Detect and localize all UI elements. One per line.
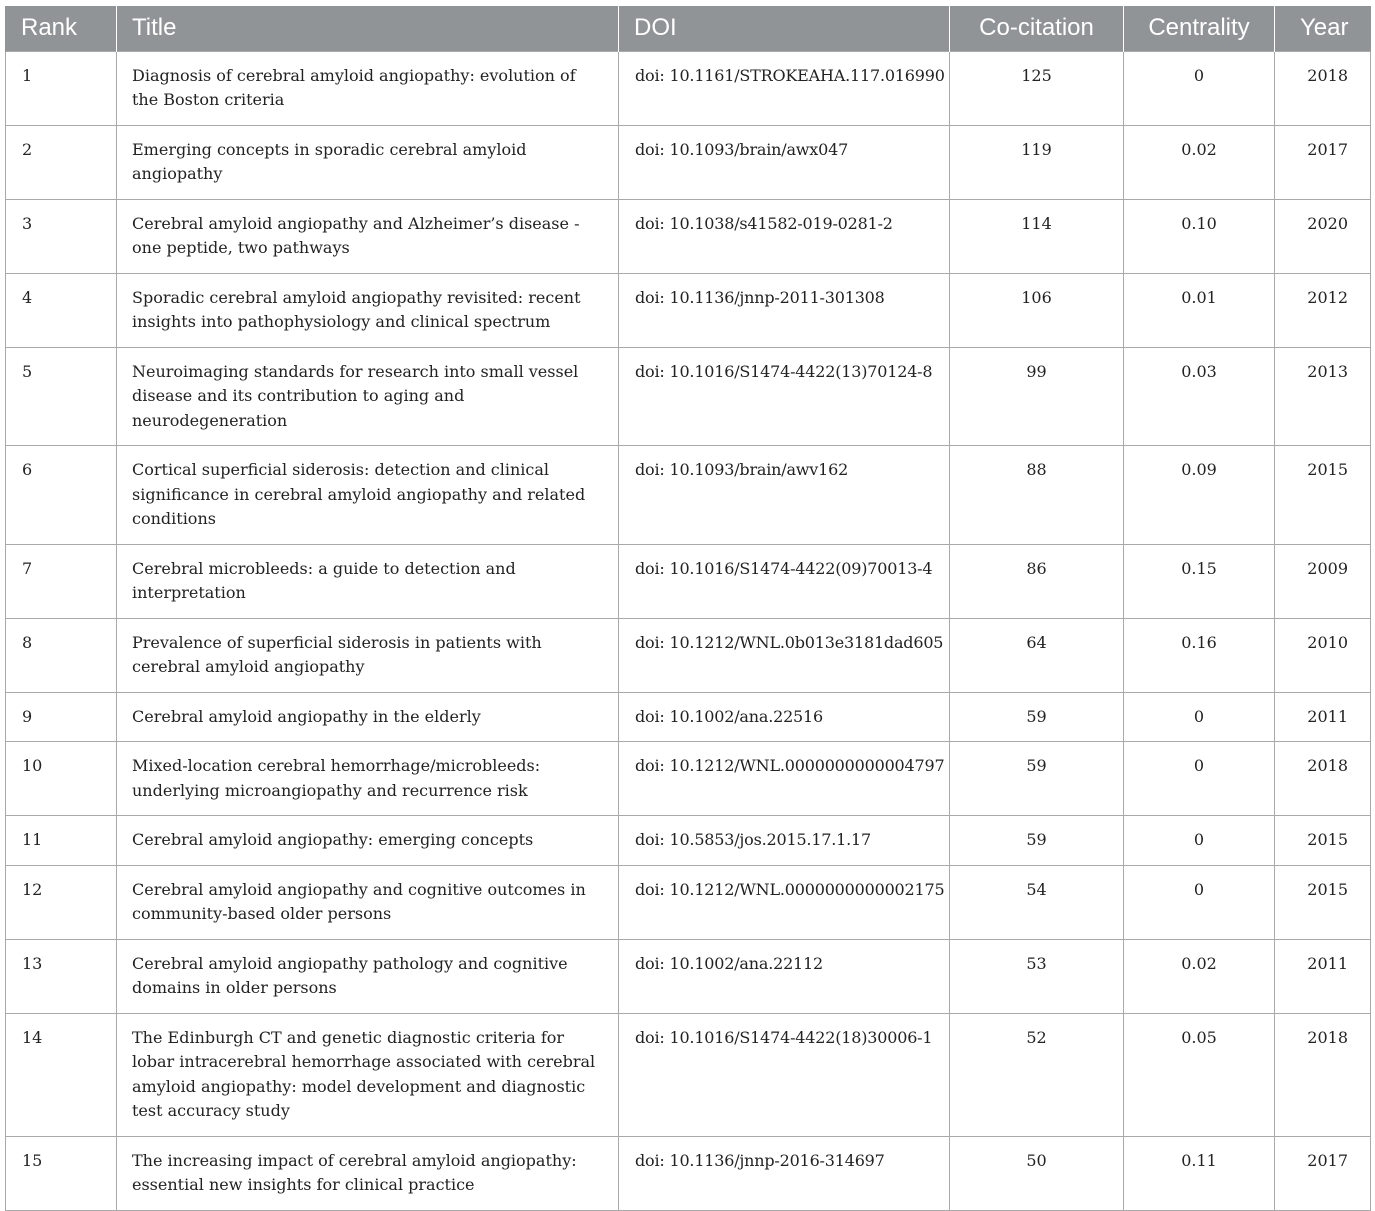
cell-year: 2020 xyxy=(1275,199,1371,273)
cell-year: 2018 xyxy=(1275,51,1371,125)
co-citation-table xyxy=(5,6,1371,1211)
cell-doi: doi: 10.1002/ana.22516 xyxy=(619,692,950,742)
cell-centrality: 0.03 xyxy=(1124,347,1275,446)
cell-year: 2010 xyxy=(1275,618,1371,692)
cell-year: 2017 xyxy=(1275,125,1371,199)
cell-rank: 8 xyxy=(6,618,117,692)
cell-year: 2013 xyxy=(1275,347,1371,446)
header-title: Title xyxy=(117,6,619,51)
cell-centrality: 0 xyxy=(1124,865,1275,939)
cell-year: 2015 xyxy=(1275,816,1371,866)
cell-centrality: 0 xyxy=(1124,692,1275,742)
cell-year: 2015 xyxy=(1275,446,1371,545)
cell-co-citation: 99 xyxy=(950,347,1124,446)
cell-rank: 3 xyxy=(6,199,117,273)
table-row xyxy=(6,1136,1371,1210)
cell-centrality: 0 xyxy=(1124,51,1275,125)
cell-doi: doi: 10.1212/WNL.0000000000002175 xyxy=(619,865,950,939)
cell-doi: doi: 10.1038/s41582-019-0281-2 xyxy=(619,199,950,273)
cell-doi: doi: 10.1136/jnnp-2016-314697 xyxy=(619,1136,950,1210)
cell-rank: 11 xyxy=(6,816,117,866)
cell-centrality: 0.02 xyxy=(1124,125,1275,199)
cell-co-citation: 106 xyxy=(950,273,1124,347)
cell-title: Cerebral microbleeds: a guide to detection and interpretation xyxy=(117,544,619,618)
cell-centrality: 0.15 xyxy=(1124,544,1275,618)
cell-title: Cerebral amyloid angiopathy and cognitive outcomes in community-based older persons xyxy=(117,865,619,939)
cell-doi: doi: 10.1161/STROKEAHA.117.016990 xyxy=(619,51,950,125)
cell-rank: 10 xyxy=(6,742,117,816)
cell-centrality: 0 xyxy=(1124,742,1275,816)
cell-rank: 15 xyxy=(6,1136,117,1210)
cell-co-citation: 86 xyxy=(950,544,1124,618)
cell-year: 2011 xyxy=(1275,939,1371,1013)
table-row xyxy=(6,939,1371,1013)
cell-rank: 13 xyxy=(6,939,117,1013)
cell-title: Cerebral amyloid angiopathy in the elderly xyxy=(117,692,619,742)
cell-co-citation: 64 xyxy=(950,618,1124,692)
cell-title: Cortical superficial siderosis: detection and clinical significance in cerebral amyloid angiopathy and related conditions xyxy=(117,446,619,545)
table-row xyxy=(6,816,1371,866)
cell-rank: 14 xyxy=(6,1013,117,1136)
cell-doi: doi: 10.1136/jnnp-2011-301308 xyxy=(619,273,950,347)
cell-co-citation: 52 xyxy=(950,1013,1124,1136)
cell-co-citation: 125 xyxy=(950,51,1124,125)
cell-rank: 9 xyxy=(6,692,117,742)
cell-doi: doi: 10.1002/ana.22112 xyxy=(619,939,950,1013)
cell-year: 2012 xyxy=(1275,273,1371,347)
cell-rank: 7 xyxy=(6,544,117,618)
cell-year: 2015 xyxy=(1275,865,1371,939)
table-row xyxy=(6,692,1371,742)
cell-co-citation: 54 xyxy=(950,865,1124,939)
cell-rank: 4 xyxy=(6,273,117,347)
table-row xyxy=(6,199,1371,273)
cell-rank: 2 xyxy=(6,125,117,199)
table-body xyxy=(6,51,1371,1210)
cell-co-citation: 59 xyxy=(950,692,1124,742)
table-row xyxy=(6,125,1371,199)
cell-title: Sporadic cerebral amyloid angiopathy revisited: recent insights into pathophysiology and clinical spectrum xyxy=(117,273,619,347)
cell-title: The Edinburgh CT and genetic diagnostic criteria for lobar intracerebral hemorrhage associated with cerebral amyloid angiopathy: model development and diagnostic test accuracy study xyxy=(117,1013,619,1136)
table-row xyxy=(6,51,1371,125)
cell-rank: 12 xyxy=(6,865,117,939)
header-centrality: Centrality xyxy=(1124,6,1275,51)
cell-title: Mixed-location cerebral hemorrhage/microbleeds: underlying microangiopathy and recurrence risk xyxy=(117,742,619,816)
cell-title: Cerebral amyloid angiopathy pathology and cognitive domains in older persons xyxy=(117,939,619,1013)
cell-centrality: 0.01 xyxy=(1124,273,1275,347)
cell-co-citation: 53 xyxy=(950,939,1124,1013)
cell-title: The increasing impact of cerebral amyloid angiopathy: essential new insights for clinical practice xyxy=(117,1136,619,1210)
cell-rank: 6 xyxy=(6,446,117,545)
cell-doi: doi: 10.1212/WNL.0b013e3181dad605 xyxy=(619,618,950,692)
cell-co-citation: 119 xyxy=(950,125,1124,199)
cell-centrality: 0 xyxy=(1124,816,1275,866)
cell-year: 2009 xyxy=(1275,544,1371,618)
table-row xyxy=(6,742,1371,816)
table-row xyxy=(6,446,1371,545)
cell-title: Neuroimaging standards for research into small vessel disease and its contribution to aging and neurodegeneration xyxy=(117,347,619,446)
cell-doi: doi: 10.5853/jos.2015.17.1.17 xyxy=(619,816,950,866)
cell-rank: 5 xyxy=(6,347,117,446)
cell-title: Cerebral amyloid angiopathy: emerging concepts xyxy=(117,816,619,866)
cell-centrality: 0.09 xyxy=(1124,446,1275,545)
table-row xyxy=(6,1013,1371,1136)
table-row xyxy=(6,273,1371,347)
header-co-citation: Co-citation xyxy=(950,6,1124,51)
header-doi: DOI xyxy=(619,6,950,51)
cell-doi: doi: 10.1093/brain/awx047 xyxy=(619,125,950,199)
cell-title: Emerging concepts in sporadic cerebral amyloid angiopathy xyxy=(117,125,619,199)
cell-title: Diagnosis of cerebral amyloid angiopathy: evolution of the Boston criteria xyxy=(117,51,619,125)
cell-year: 2011 xyxy=(1275,692,1371,742)
cell-year: 2017 xyxy=(1275,1136,1371,1210)
cell-year: 2018 xyxy=(1275,742,1371,816)
cell-co-citation: 88 xyxy=(950,446,1124,545)
header-rank: Rank xyxy=(6,6,117,51)
table-row xyxy=(6,865,1371,939)
cell-rank: 1 xyxy=(6,51,117,125)
cell-title: Prevalence of superficial siderosis in patients with cerebral amyloid angiopathy xyxy=(117,618,619,692)
cell-centrality: 0.02 xyxy=(1124,939,1275,1013)
table-row xyxy=(6,347,1371,446)
cell-co-citation: 114 xyxy=(950,199,1124,273)
cell-title: Cerebral amyloid angiopathy and Alzheimer’s disease - one peptide, two pathways xyxy=(117,199,619,273)
cell-co-citation: 59 xyxy=(950,742,1124,816)
cell-centrality: 0.05 xyxy=(1124,1013,1275,1136)
cell-centrality: 0.16 xyxy=(1124,618,1275,692)
cell-doi: doi: 10.1093/brain/awv162 xyxy=(619,446,950,545)
table-row xyxy=(6,544,1371,618)
cell-co-citation: 59 xyxy=(950,816,1124,866)
table-row xyxy=(6,618,1371,692)
cell-doi: doi: 10.1212/WNL.0000000000004797 xyxy=(619,742,950,816)
header-year: Year xyxy=(1275,6,1371,51)
cell-centrality: 0.10 xyxy=(1124,199,1275,273)
cell-doi: doi: 10.1016/S1474-4422(13)70124-8 xyxy=(619,347,950,446)
header-row xyxy=(6,6,1371,51)
cell-doi: doi: 10.1016/S1474-4422(18)30006-1 xyxy=(619,1013,950,1136)
cell-co-citation: 50 xyxy=(950,1136,1124,1210)
cell-centrality: 0.11 xyxy=(1124,1136,1275,1210)
cell-year: 2018 xyxy=(1275,1013,1371,1136)
cell-doi: doi: 10.1016/S1474-4422(09)70013-4 xyxy=(619,544,950,618)
